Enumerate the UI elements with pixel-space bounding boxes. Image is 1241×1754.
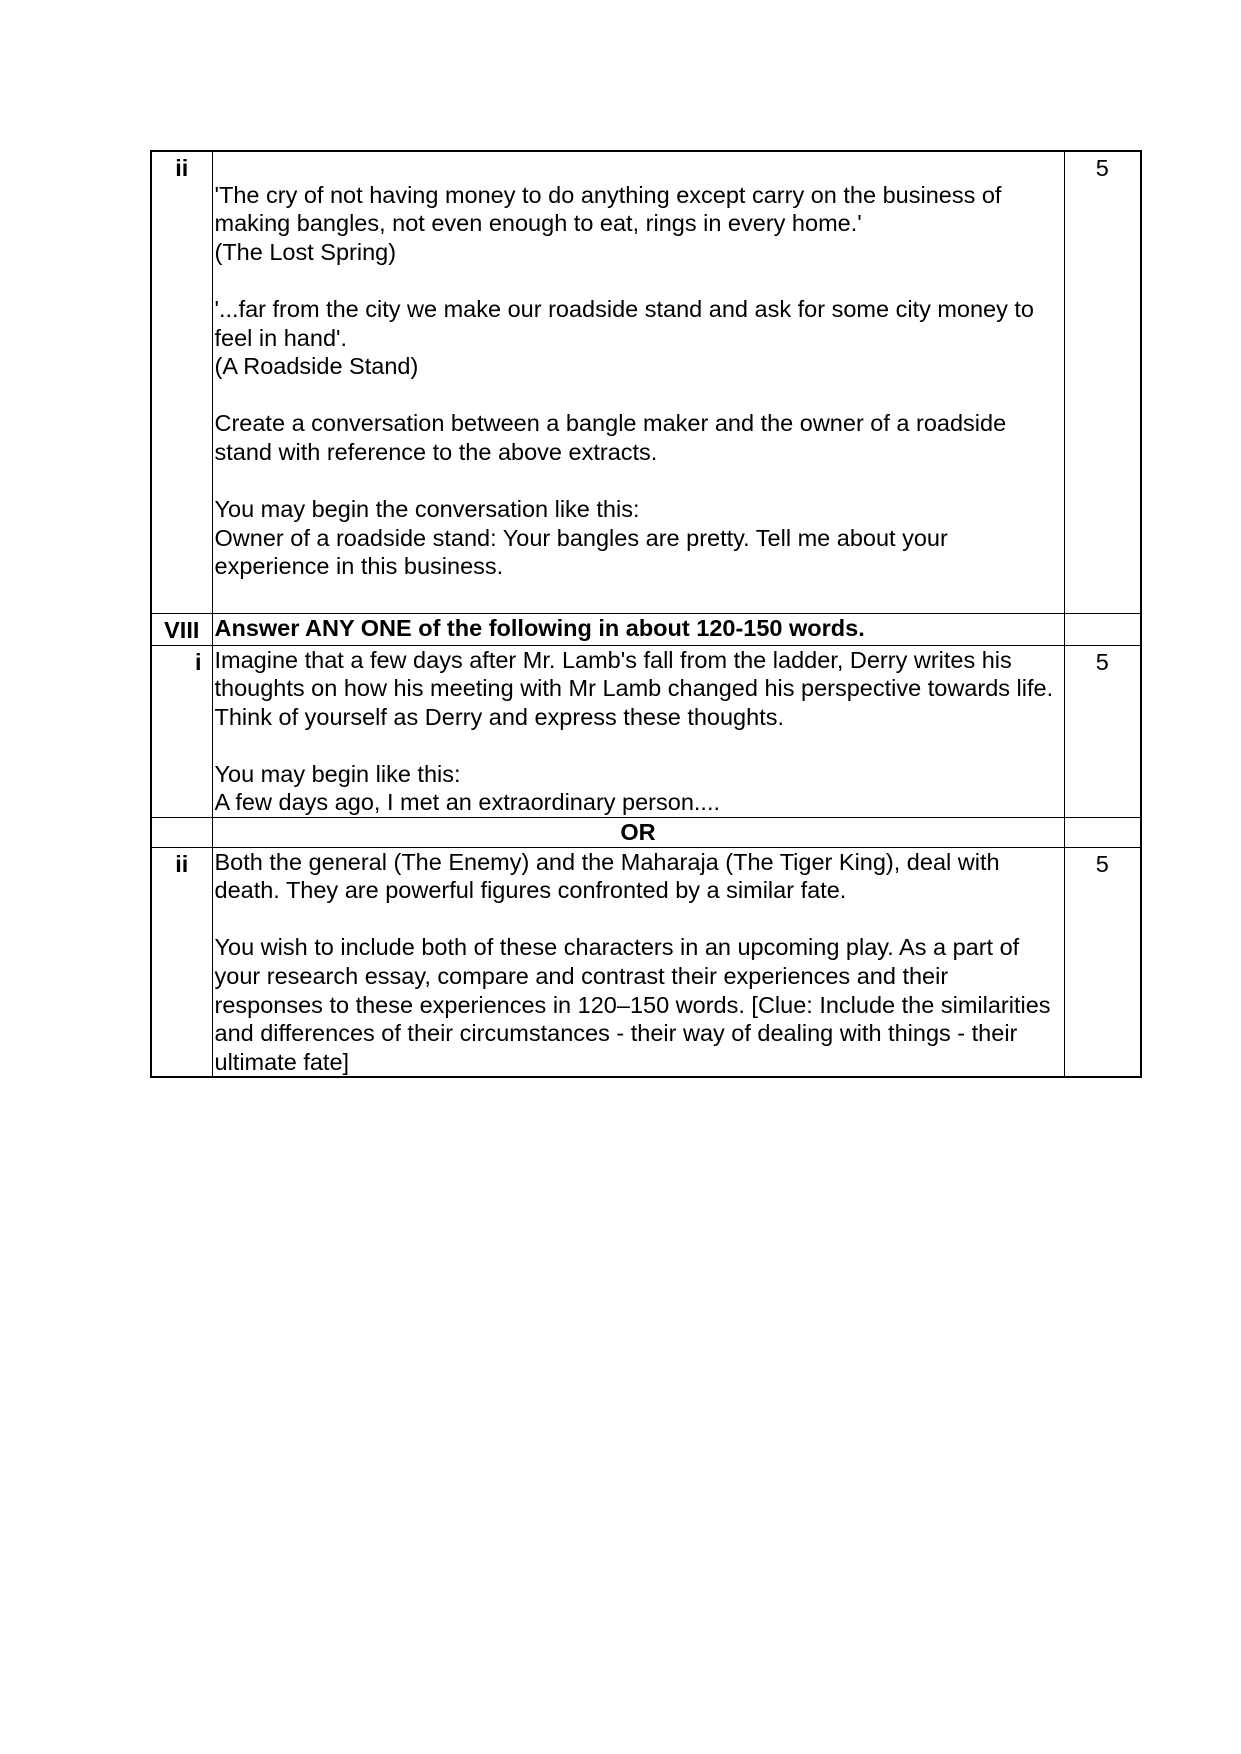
question-row-8-i: [151, 645, 1141, 818]
begin-intro: You may begin the conversation like this:: [214, 496, 640, 523]
question-table: [150, 150, 1142, 1078]
or-empty-cell: [151, 818, 212, 848]
question-number: ii: [151, 151, 212, 613]
question-row-7-ii: [151, 151, 1141, 613]
prompt-text: Imagine that a few days after Mr. Lamb's fall from the ladder, Derry writes his thoughts on how his meeting with Mr Lamb changed his perspective towards life. Think of yourself as Derry and express these thoughts.: [214, 646, 1054, 730]
or-row: [151, 818, 1141, 848]
question-body: [212, 847, 1064, 1077]
extract-lost-spring: 'The cry of not having money to do anything except carry on the business of making bangles, not even enough to eat, rings in every home.': [214, 181, 1002, 237]
or-label: OR: [212, 818, 1064, 848]
question-number: i: [151, 645, 212, 818]
marks: 5: [1064, 151, 1141, 613]
begin-intro: You may begin like this:: [214, 760, 461, 787]
extract-roadside-stand: '...far from the city we make our roadside stand and ask for some city money to feel in hand'.: [214, 295, 1035, 351]
begin-text: A few days ago, I met an extraordinary person....: [214, 789, 721, 816]
task-text: Create a conversation between a bangle maker and the owner of a roadside stand with reference to the above extracts.: [214, 410, 1007, 465]
question-number: ii: [151, 847, 212, 1077]
extract-source: (The Lost Spring): [214, 238, 397, 265]
section-row-8: [151, 613, 1141, 645]
question-body: [212, 645, 1064, 818]
task-text: You wish to include both of these characters in an upcoming play. As a part of your research essay, compare and contrast their experiences and their responses to these experiences in 120–150 words. [Clue: Include the similarities and differences of their circumstances - their way of dealing with things - their ultimate fate]: [214, 934, 1051, 1075]
section-number: VIII: [151, 613, 212, 645]
marks: 5: [1064, 645, 1141, 818]
extract-source: (A Roadside Stand): [214, 353, 419, 380]
intro-text: Both the general (The Enemy) and the Maharaja (The Tiger King), deal with death. They are powerful figures confronted by a similar fate.: [214, 848, 1000, 904]
question-row-8-ii: [151, 847, 1141, 1077]
begin-text: Owner of a roadside stand: Your bangles are pretty. Tell me about your experience in this business.: [214, 524, 948, 580]
or-empty-cell: [1064, 818, 1141, 848]
question-sheet: [150, 150, 1140, 1078]
question-body: [212, 151, 1064, 613]
section-heading: Answer ANY ONE of the following in about 120-150 words.: [212, 613, 1064, 645]
marks: 5: [1064, 847, 1141, 1077]
marks-empty: [1064, 613, 1141, 645]
